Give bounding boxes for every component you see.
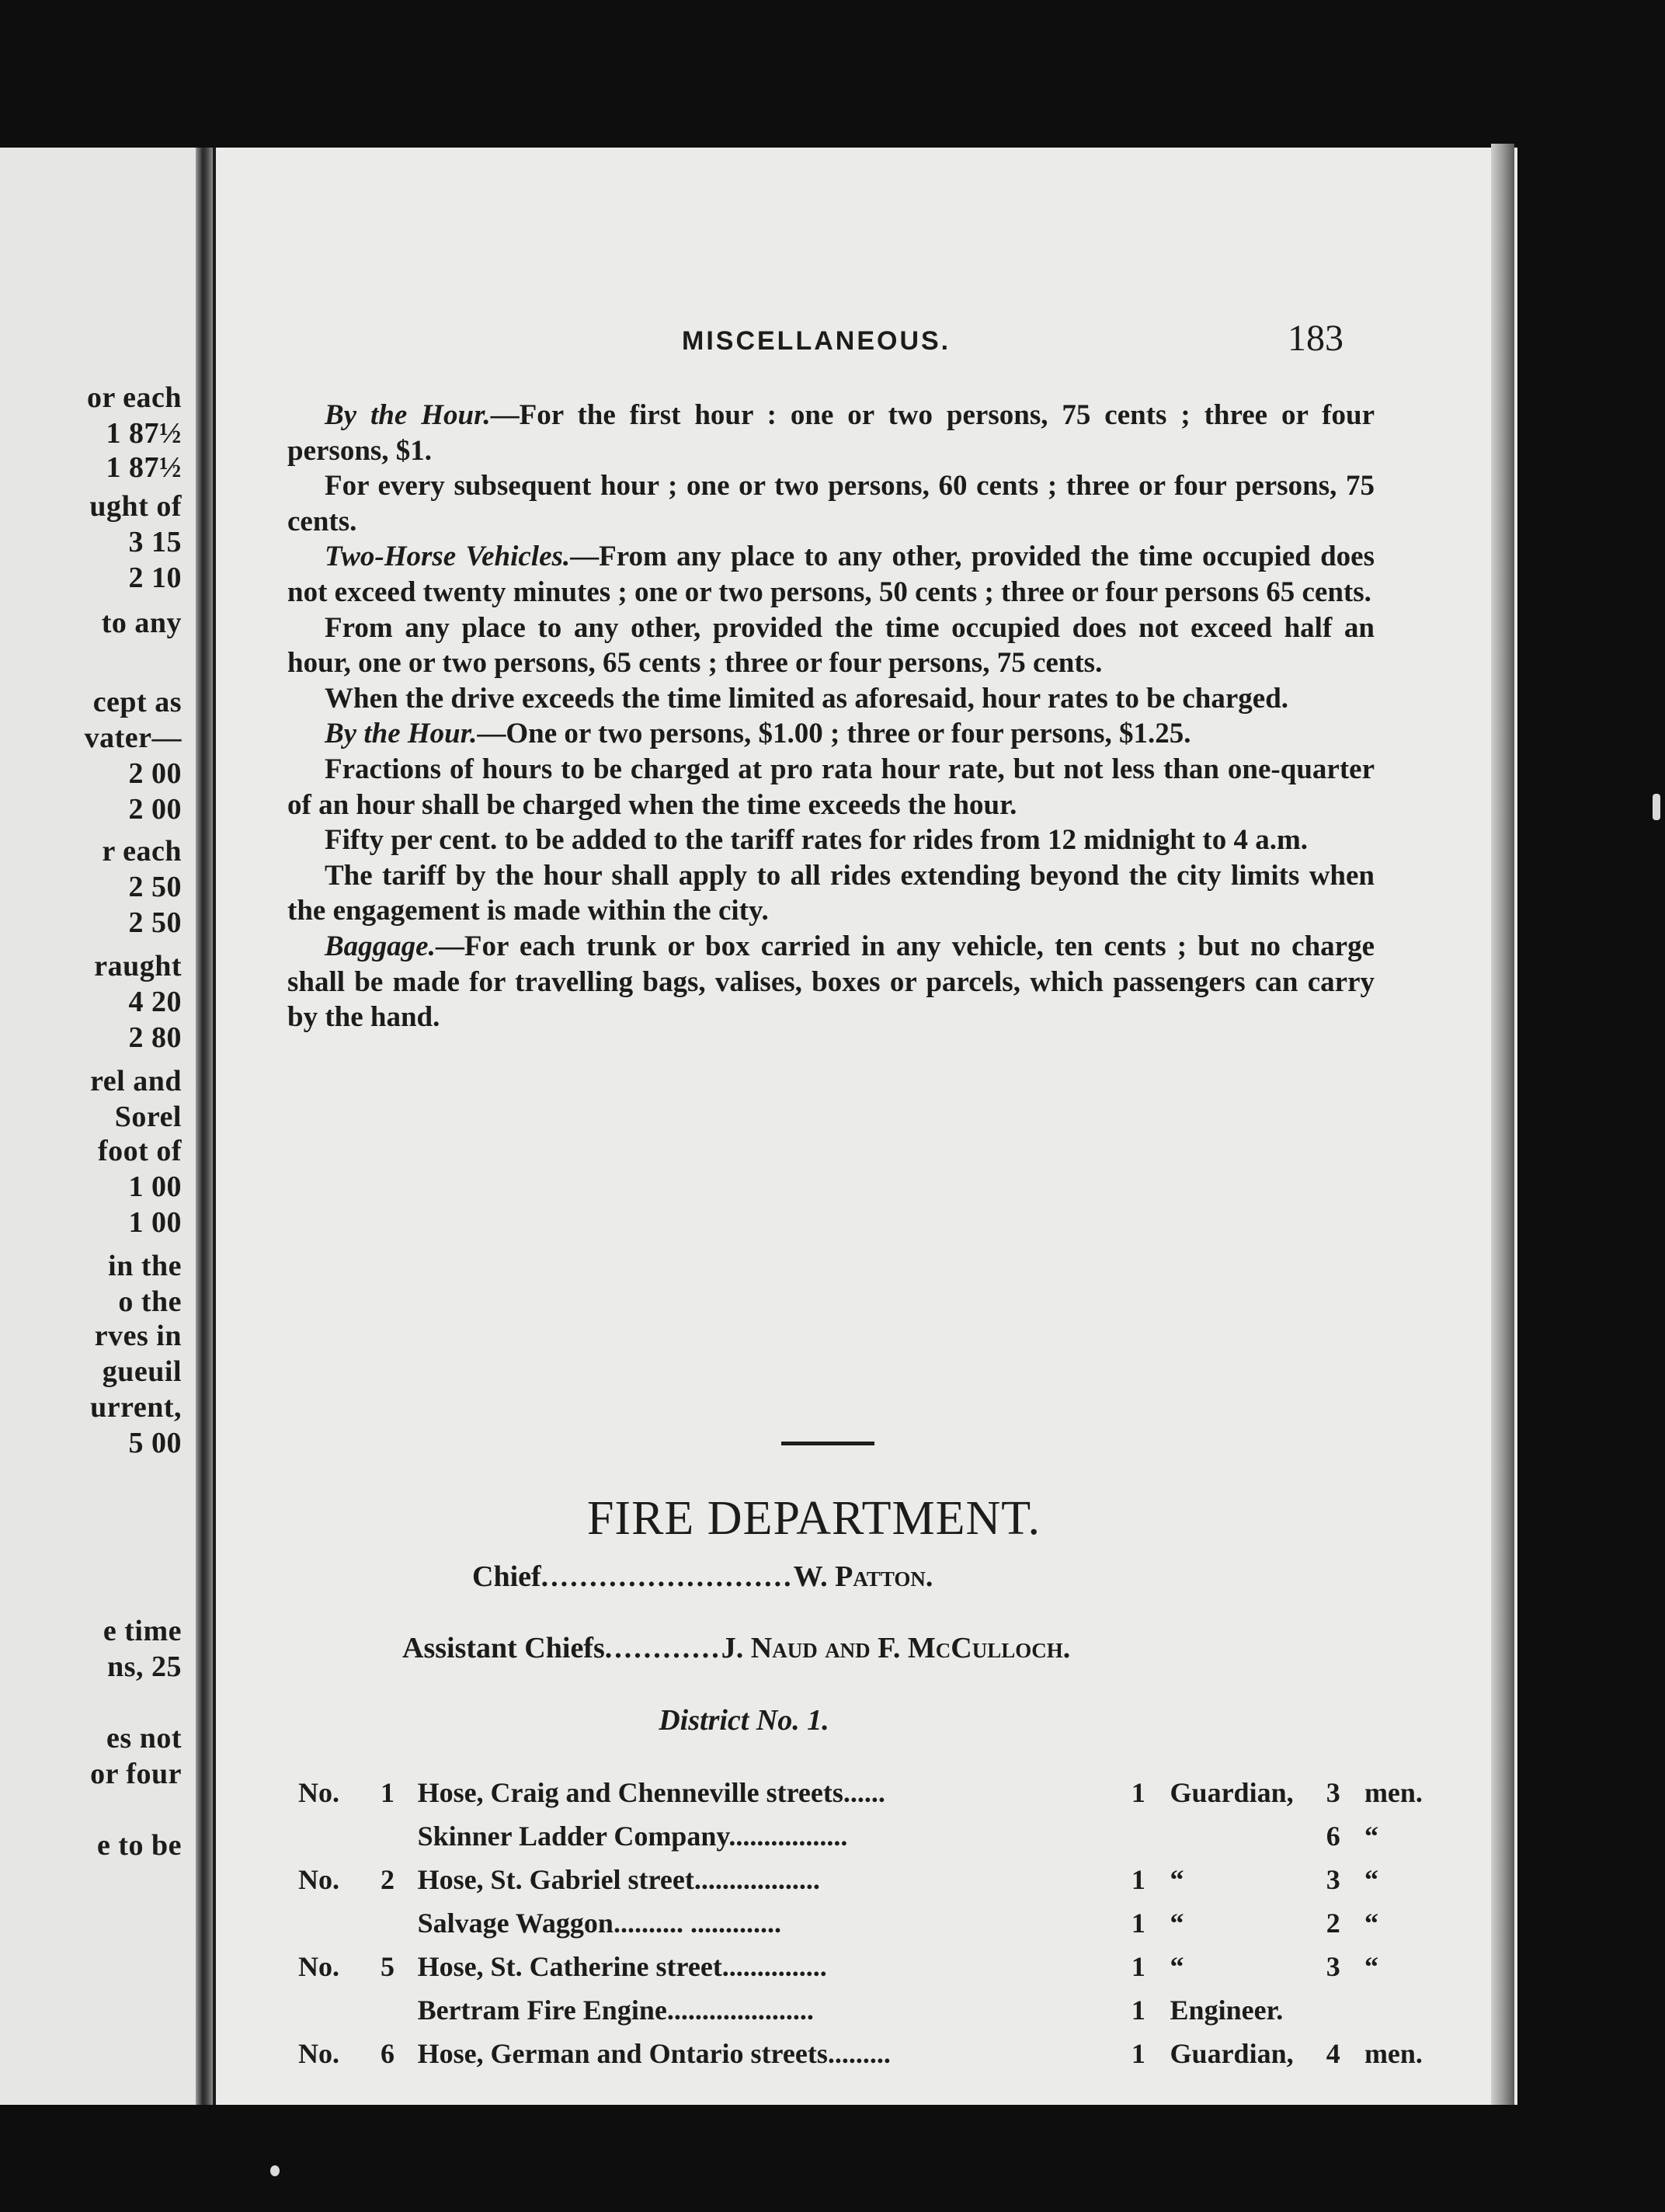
previous-page-fragment: [0, 148, 196, 2105]
cell-m: [1326, 1988, 1360, 2032]
chief-name: W. Patton.: [793, 1560, 933, 1593]
cell-num: 1: [380, 1777, 395, 1808]
left-page-line: cept as: [92, 686, 182, 718]
cell-num: [381, 1901, 418, 1945]
left-page-line: or each: [86, 381, 182, 414]
leader-dots: ..........................: [541, 1560, 794, 1593]
page-number: 183: [1288, 318, 1343, 359]
cell-men: “: [1364, 1951, 1378, 1982]
paragraph-lead: By the Hour.: [325, 399, 491, 431]
cell-role: [1170, 1814, 1326, 1858]
cell-m: 2: [1326, 1908, 1340, 1939]
cell-num: [381, 1814, 418, 1858]
district-heading: District No. 1.: [659, 1704, 829, 1737]
left-page-line: 5 00: [128, 1427, 182, 1459]
cell-role: Guardian,: [1170, 2038, 1294, 2069]
cell-men: “: [1364, 1821, 1378, 1852]
cell-g: 1: [1131, 1777, 1145, 1808]
cell-desc: Skinner Ladder Company.................: [417, 1821, 848, 1852]
left-page-line: 2 80: [128, 1021, 182, 1054]
cell-m: 4: [1326, 2038, 1340, 2069]
section-heading: FIRE DEPARTMENT.: [586, 1492, 1041, 1545]
left-page-line: 2 10: [128, 562, 182, 594]
paragraph-text: From any place to any other, provided the time occupied does not exceed half an hour, one or two persons, 65 cents ; three or four persons, 75 cents.: [287, 611, 1375, 680]
cell-desc: Salvage Waggon.......... .............: [417, 1908, 781, 1939]
cell-role: “: [1170, 1951, 1184, 1982]
paragraph-text: When the drive exceeds the time limited as aforesaid, hour rates to be charged.: [325, 682, 1289, 715]
cell-role: Guardian,: [1170, 1777, 1294, 1808]
page-header: [216, 318, 1517, 373]
tariff-paragraph: [287, 398, 1375, 468]
cell-men: men.: [1364, 2038, 1423, 2069]
assistant-chiefs-names: J. Naud and F. McCulloch.: [721, 1632, 1071, 1664]
left-page-line: e time: [103, 1615, 182, 1647]
paragraph-text: For every subsequent hour ; one or two persons, 60 cents ; three or four persons, 75 cents.: [287, 470, 1375, 537]
cell-men: men.: [1364, 1777, 1423, 1808]
paragraph-text: —One or two persons, $1.00 ; three or four persons, $1.25.: [477, 718, 1191, 750]
district-rows: [298, 1771, 1432, 2075]
left-page-line: raught: [94, 950, 182, 983]
left-page-line: rves in: [94, 1320, 182, 1352]
section-divider: [781, 1442, 874, 1445]
cell-m: 6: [1326, 1821, 1340, 1852]
cell-num: 2: [380, 1864, 395, 1895]
left-page-line: 2 00: [128, 793, 182, 826]
left-page-line: Sorel: [114, 1101, 182, 1133]
paragraph-text: —For the first hour : one or two persons, 75 cents ; three or four persons, $1.: [287, 399, 1375, 467]
left-page-line: ns, 25: [107, 1650, 182, 1683]
left-page-line: es not: [106, 1722, 182, 1755]
cell-men: “: [1364, 1908, 1378, 1939]
dust-speck: [1653, 794, 1660, 820]
table-row: [298, 1858, 1432, 1901]
cell-desc: Hose, St. Catherine street...............: [417, 1951, 827, 1982]
cell-role: Engineer.: [1170, 1995, 1284, 2026]
tariff-paragraph: [287, 468, 1375, 539]
left-page-line: in the: [108, 1250, 182, 1282]
tariff-paragraph: [287, 610, 1375, 681]
cell-m: 3: [1326, 1951, 1340, 1982]
left-page-line: 2 50: [128, 871, 182, 903]
cell-role: “: [1170, 1908, 1184, 1939]
left-page-line: 2 00: [128, 757, 182, 790]
dust-speck: [270, 2165, 280, 2176]
cell-no: No.: [298, 1864, 339, 1895]
left-page-line: 1 87½: [106, 417, 182, 450]
cell-desc: Hose, Craig and Chenneville streets......: [417, 1777, 885, 1808]
table-row: [298, 1771, 1432, 1814]
cell-g: 1: [1131, 1951, 1145, 1982]
chief-label: Chief: [472, 1560, 541, 1593]
cell-role: “: [1170, 1864, 1184, 1895]
left-page-line: vater—: [84, 722, 182, 754]
left-page-line: e to be: [96, 1829, 182, 1862]
cell-no: No.: [298, 1777, 339, 1808]
book-gutter: [196, 148, 213, 2105]
paragraph-text: —For each trunk or box carried in any vehicle, ten cents ; but no charge shall be made for travelling bags, valises, boxes or parcels, which passengers can carry by the hand.: [287, 930, 1375, 1034]
district-table: [298, 1771, 1432, 2075]
left-page-line: 1 00: [128, 1206, 182, 1239]
paragraph-text: The tariff by the hour shall apply to all rides extending beyond the city limits when the engagement is made within the city.: [287, 859, 1375, 927]
tariff-paragraph: [287, 716, 1375, 752]
running-head: MISCELLANEOUS.: [682, 326, 951, 356]
table-row: [298, 1814, 1432, 1858]
cell-g: [1131, 1814, 1170, 1858]
left-page-line: 1 00: [128, 1170, 182, 1203]
left-page-line: 2 50: [128, 906, 182, 939]
page-edge: [1491, 144, 1514, 2105]
tariff-paragraph: [287, 539, 1375, 610]
left-page-line: 1 87½: [106, 451, 182, 484]
paragraph-lead: By the Hour.: [325, 718, 478, 750]
left-page-line: 3 15: [128, 526, 182, 558]
book-page: [213, 148, 1517, 2105]
left-page-line: to any: [101, 607, 182, 639]
cell-no: [298, 1901, 381, 1945]
paragraph-lead: Two-Horse Vehicles.: [325, 541, 571, 573]
table-row: [298, 2032, 1432, 2075]
cell-g: 1: [1131, 1864, 1145, 1895]
assistant-chiefs-label: Assistant Chiefs: [402, 1632, 605, 1664]
left-page-line: r each: [102, 835, 182, 868]
cell-desc: Bertram Fire Engine.....................: [417, 1995, 814, 2026]
cell-num: [381, 1988, 418, 2032]
cell-num: 6: [380, 2038, 395, 2069]
cell-m: 3: [1326, 1777, 1340, 1808]
cell-men: “: [1364, 1864, 1378, 1895]
left-page-line: urrent,: [90, 1391, 182, 1424]
left-page-line: o the: [118, 1285, 182, 1318]
left-page-line: ught of: [89, 490, 182, 523]
chief-line: [472, 1560, 933, 1594]
cell-no: No.: [298, 2038, 339, 2069]
left-page-line: or four: [90, 1758, 182, 1790]
assistant-chiefs-line: [402, 1631, 1070, 1665]
tariff-paragraph: [287, 752, 1375, 823]
left-page-line: foot of: [98, 1135, 182, 1167]
left-page-line: rel and: [90, 1065, 182, 1097]
paragraph-lead: Baggage.: [325, 930, 436, 962]
paragraph-text: Fifty per cent. to be added to the tariff rates for rides from 12 midnight to 4 a.m.: [325, 824, 1309, 857]
cell-m: 3: [1326, 1864, 1340, 1895]
tariff-text: [287, 398, 1375, 1035]
cell-num: 5: [380, 1951, 395, 1982]
cell-g: 1: [1131, 2038, 1145, 2069]
tariff-paragraph: [287, 681, 1375, 717]
cell-g: 1: [1131, 1908, 1145, 1939]
cell-desc: Hose, German and Ontario streets.........: [417, 2038, 891, 2069]
cell-no: [298, 1814, 381, 1858]
cell-g: 1: [1131, 1995, 1145, 2026]
table-row: [298, 1988, 1432, 2032]
paragraph-text: —From any place to any other, provided the time occupied does not exceed twenty minutes ; one or two persons, 50 cents ; three or four persons 65 cents.: [287, 541, 1375, 608]
tariff-paragraph: [287, 823, 1375, 858]
left-page-line: gueuil: [102, 1355, 182, 1388]
table-row: [298, 1901, 1432, 1945]
left-page-line: 4 20: [128, 986, 182, 1018]
paragraph-text: Fractions of hours to be charged at pro rata hour rate, but not less than one-quarter of an hour shall be charged when the time exceeds the hour.: [287, 753, 1375, 821]
cell-no: [298, 1988, 381, 2032]
tariff-paragraph: [287, 929, 1375, 1035]
cell-no: No.: [298, 1951, 339, 1982]
cell-men: [1360, 1988, 1432, 2032]
cell-desc: Hose, St. Gabriel street..................: [417, 1864, 820, 1895]
table-row: [298, 1945, 1432, 1988]
tariff-paragraph: [287, 858, 1375, 929]
leader-dots: ............: [604, 1632, 721, 1664]
